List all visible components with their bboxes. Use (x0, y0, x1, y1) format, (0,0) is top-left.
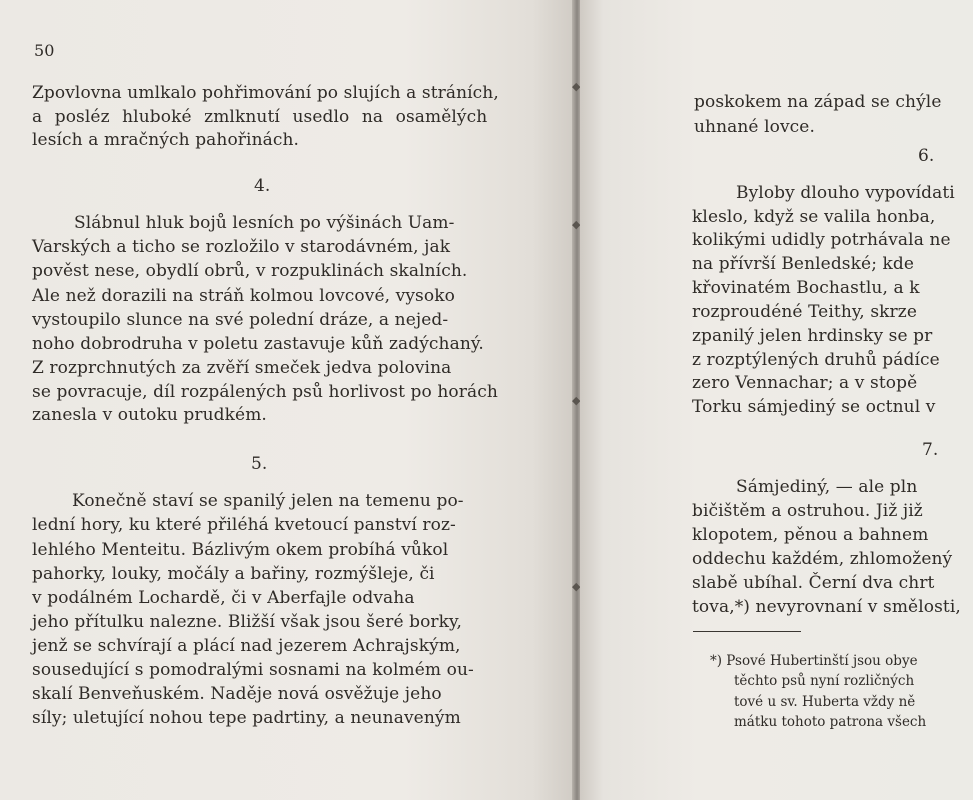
text-line: pahorky, louky, močály a bařiny, rozmýšleje, či (32, 564, 435, 584)
text-line: noho dobrodruha v poletu zastavuje kůň zadýchaný. (32, 334, 484, 354)
text-line: křovinatém Bochastlu, a k (692, 278, 920, 298)
text-line: bičištěm a ostruhou. Již již (692, 501, 923, 521)
text-line: pověst nese, obydlí obrů, v rozpuklinách skalních. (32, 261, 468, 281)
text-line: lesích a mračných pahořinách. (32, 130, 300, 150)
text-line: Konečně staví se spanilý jelen na temenu po- (72, 491, 464, 511)
text-line: síly; uletující nohou tepe padrtiny, a neunaveným (32, 708, 461, 728)
text-line: oddechu každém, zhlomožený (692, 549, 953, 569)
page-number: 50 (34, 41, 55, 60)
text-line: lední hory, ku které přiléhá kvetoucí panství roz- (32, 515, 456, 535)
text-line: Byloby dlouho vypovídati (736, 183, 955, 203)
text-line: a posléz hluboké zmlknutí usedlo na osamělých (32, 107, 488, 127)
section-number-7: 7. (922, 440, 939, 460)
text-line: poskokem na západ se chýle (694, 92, 942, 112)
text-line: sousedující s pomodralými sosnami na kolmém ou- (32, 660, 474, 680)
footnote-line: tové u sv. Huberta vždy ně (734, 694, 916, 710)
text-line: Varských a ticho se rozložilo v starodávném, jak (32, 237, 451, 257)
text-line: tova,*) nevyrovnaní v smělosti, (692, 597, 961, 617)
binding-stitch: ◆ (572, 394, 581, 407)
text-line: v podálném Lochardě, či v Aberfajle odvaha (32, 588, 415, 608)
text-line: Zpovlovna umlkalo pohřimování po slujích a stráních, (32, 83, 499, 103)
text-line: se povracuje, díl rozpálených psů horlivost po horách (32, 382, 498, 402)
text-line: skalí Benveňuském. Naděje nová osvěžuje jeho (32, 684, 442, 704)
text-line: slabě ubíhal. Černí dva chrt (692, 573, 935, 593)
text-line: na přívrší Benledské; kde (692, 254, 915, 274)
footnote-line: mátku tohoto patrona všech (734, 714, 927, 730)
footnote-line: *) Psové Hubertinští jsou obye (710, 653, 918, 669)
text-line: jenž se schvírají a plácí nad jezerem Achrajským, (32, 636, 461, 656)
section-number-4: 4. (254, 176, 271, 196)
text-line: Sámjediný, — ale pln (736, 477, 918, 497)
text-line: Ale než dorazili na stráň kolmou lovcové, vysoko (32, 286, 455, 306)
text-line: kolikými udidly potrhávala ne (692, 230, 951, 250)
text-line: rozproudéné Teithy, skrze (692, 302, 917, 322)
text-line: Z rozprchnutých za zvěří smeček jedva polovina (32, 358, 452, 378)
footnote-line: těchto psů nyní rozličných (734, 673, 915, 689)
text-line: Slábnul hluk bojů lesních po výšinách Uam- (74, 213, 455, 233)
section-number-6: 6. (918, 146, 935, 166)
section-number-5: 5. (251, 454, 268, 474)
text-line: jeho přítulku nalezne. Bližší však jsou šeré borky, (32, 612, 462, 632)
text-line: lehlého Menteitu. Bázlivým okem probíhá vůkol (32, 540, 449, 560)
text-line: kleslo, když se valila honba, (692, 207, 936, 227)
binding-stitch: ◆ (572, 218, 581, 231)
text-line: z rozptýlených druhů pádíce (692, 350, 940, 370)
text-line: uhnané lovce. (694, 117, 815, 137)
text-line: zpanilý jelen hrdinsky se pr (692, 326, 933, 346)
binding-stitch: ◆ (572, 580, 581, 593)
binding-stitch: ◆ (572, 80, 581, 93)
right-page (580, 0, 973, 800)
text-line: klopotem, pěnou a bahnem (692, 525, 929, 545)
footnote-divider (693, 631, 801, 632)
text-line: vystoupilo slunce na své polední dráze, a nejed- (32, 310, 449, 330)
text-line: zero Vennachar; a v stopě (692, 373, 918, 393)
text-line: Torku sámjediný se octnul v (692, 397, 936, 417)
text-line: zanesla v outoku prudkém. (32, 405, 267, 425)
